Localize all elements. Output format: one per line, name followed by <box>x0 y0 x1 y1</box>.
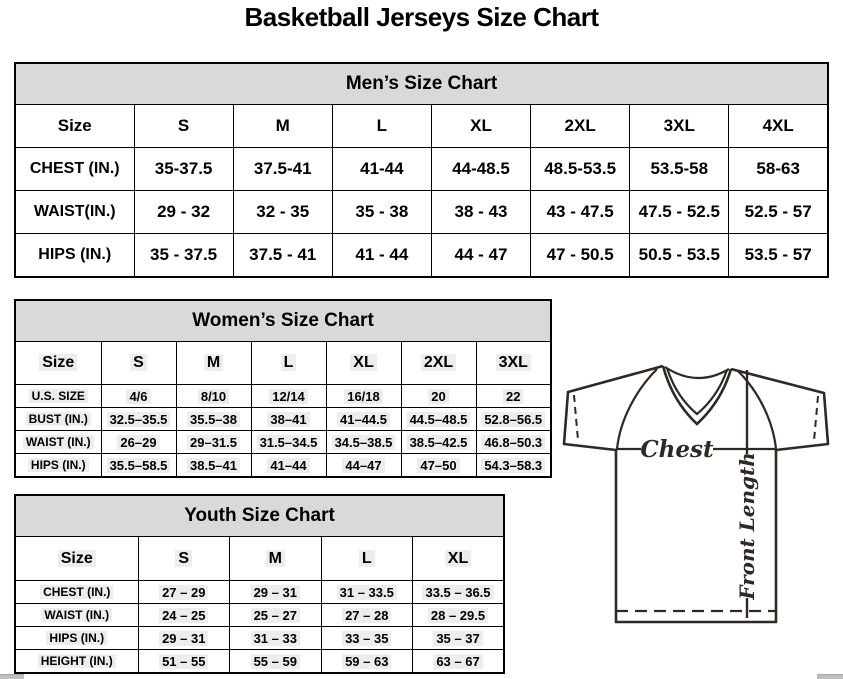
sleeve-stitch-left-icon <box>574 395 578 440</box>
table-cell: 35 – 37 <box>413 627 505 650</box>
size-column-header: L <box>251 342 326 385</box>
front-length-label: Front Length <box>735 452 759 600</box>
table-cell: 29 – 31 <box>138 627 230 650</box>
collar-back-arc-icon <box>665 367 729 378</box>
table-cell: 20 <box>401 385 476 408</box>
chest-label: Chest <box>640 436 714 463</box>
size-column-header: 2XL <box>401 342 476 385</box>
table-cell: 16/18 <box>326 385 401 408</box>
size-column-header: 2XL <box>531 105 630 148</box>
row-label-cell: HIPS (IN.) <box>15 234 134 278</box>
table-title-row <box>15 63 828 105</box>
table-row <box>15 454 551 478</box>
table-cell: 22 <box>476 385 551 408</box>
table-cell: 46.8–50.3 <box>476 431 551 454</box>
table-title-row <box>15 300 551 342</box>
row-label-cell: CHEST (IN.) <box>15 581 138 604</box>
table-cell: 32.5–35.5 <box>101 408 176 431</box>
size-header-row <box>15 342 551 385</box>
table-cell: 63 – 67 <box>413 650 505 674</box>
table-row <box>15 431 551 454</box>
jersey-measurement-diagram <box>556 358 840 630</box>
table-cell: 25 – 27 <box>230 604 322 627</box>
armhole-seam-right-icon <box>738 371 776 449</box>
table-cell: 35.5–38 <box>176 408 251 431</box>
table-cell: 35 - 38 <box>332 191 431 234</box>
table-cell: 55 – 59 <box>230 650 322 674</box>
table-title: Men’s Size Chart <box>15 63 828 105</box>
table-cell: 54.3–58.3 <box>476 454 551 478</box>
table-cell: 37.5 - 41 <box>233 234 332 278</box>
table-cell: 41-44 <box>332 148 431 191</box>
table-cell: 52.8–56.5 <box>476 408 551 431</box>
size-column-header: L <box>321 537 413 581</box>
table-cell: 44–47 <box>326 454 401 478</box>
table-cell: 26–29 <box>101 431 176 454</box>
table-cell: 38–41 <box>251 408 326 431</box>
size-column-header: 4XL <box>729 105 828 148</box>
size-column-header: M <box>233 105 332 148</box>
table-title: Youth Size Chart <box>15 495 504 537</box>
size-column-header: S <box>101 342 176 385</box>
table-cell: 27 – 28 <box>321 604 413 627</box>
size-column-header: L <box>332 105 431 148</box>
table-cell: 31 – 33 <box>230 627 322 650</box>
table-cell: 59 – 63 <box>321 650 413 674</box>
scrollbar-fragment-left[interactable] <box>0 674 24 679</box>
table-cell: 35 - 37.5 <box>134 234 233 278</box>
table-title: Women’s Size Chart <box>15 300 551 342</box>
table-row <box>15 650 504 674</box>
table-cell: 37.5-41 <box>233 148 332 191</box>
table-cell: 47.5 - 52.5 <box>630 191 729 234</box>
table-cell: 29 - 32 <box>134 191 233 234</box>
table-cell: 58-63 <box>729 148 828 191</box>
size-column-header: XL <box>431 105 530 148</box>
size-header-cell: Size <box>15 537 138 581</box>
table-cell: 38 - 43 <box>431 191 530 234</box>
row-label-cell: U.S. SIZE <box>15 385 101 408</box>
mens-size-chart-table <box>14 62 829 278</box>
size-column-header: M <box>176 342 251 385</box>
table-row <box>15 581 504 604</box>
table-cell: 29–31.5 <box>176 431 251 454</box>
row-label-cell: HIPS (IN.) <box>15 627 138 650</box>
table-cell: 38.5–41 <box>176 454 251 478</box>
size-column-header: S <box>134 105 233 148</box>
table-cell: 43 - 47.5 <box>531 191 630 234</box>
jersey-outline-icon <box>564 366 828 622</box>
row-label-cell: WAIST (IN.) <box>15 431 101 454</box>
row-label-cell: WAIST (IN.) <box>15 604 138 627</box>
table-row <box>15 627 504 650</box>
table-cell: 41 - 44 <box>332 234 431 278</box>
table-cell: 53.5-58 <box>630 148 729 191</box>
size-column-header: S <box>138 537 230 581</box>
youth-size-chart-table <box>14 494 505 674</box>
table-row <box>15 385 551 408</box>
table-cell: 52.5 - 57 <box>729 191 828 234</box>
row-label-cell: HEIGHT (IN.) <box>15 650 138 674</box>
size-header-cell: Size <box>15 105 134 148</box>
table-cell: 50.5 - 53.5 <box>630 234 729 278</box>
table-cell: 4/6 <box>101 385 176 408</box>
table-cell: 41–44.5 <box>326 408 401 431</box>
size-header-row <box>15 537 504 581</box>
table-row <box>15 604 504 627</box>
size-column-header: 3XL <box>630 105 729 148</box>
table-cell: 51 – 55 <box>138 650 230 674</box>
table-cell: 47–50 <box>401 454 476 478</box>
table-cell: 32 - 35 <box>233 191 332 234</box>
size-header-row <box>15 105 828 148</box>
table-cell: 12/14 <box>251 385 326 408</box>
row-label-cell: BUST (IN.) <box>15 408 101 431</box>
table-row <box>15 234 828 278</box>
table-cell: 8/10 <box>176 385 251 408</box>
row-label-cell: WAIST(IN.) <box>15 191 134 234</box>
table-cell: 41–44 <box>251 454 326 478</box>
table-cell: 29 – 31 <box>230 581 322 604</box>
table-cell: 35-37.5 <box>134 148 233 191</box>
size-column-header: XL <box>326 342 401 385</box>
size-column-header: M <box>230 537 322 581</box>
table-cell: 31.5–34.5 <box>251 431 326 454</box>
table-cell: 35.5–58.5 <box>101 454 176 478</box>
table-cell: 38.5–42.5 <box>401 431 476 454</box>
size-header-cell: Size <box>15 342 101 385</box>
table-cell: 47 - 50.5 <box>531 234 630 278</box>
table-cell: 31 – 33.5 <box>321 581 413 604</box>
table-cell: 44.5–48.5 <box>401 408 476 431</box>
table-cell: 27 – 29 <box>138 581 230 604</box>
table-row <box>15 408 551 431</box>
table-cell: 48.5-53.5 <box>531 148 630 191</box>
table-title-row <box>15 495 504 537</box>
table-cell: 44 - 47 <box>431 234 530 278</box>
table-cell: 34.5–38.5 <box>326 431 401 454</box>
womens-size-chart-table <box>14 299 552 478</box>
row-label-cell: HIPS (IN.) <box>15 454 101 478</box>
table-cell: 53.5 - 57 <box>729 234 828 278</box>
table-cell: 24 – 25 <box>138 604 230 627</box>
table-row <box>15 191 828 234</box>
page-title: Basketball Jerseys Size Chart <box>244 2 599 32</box>
sleeve-stitch-right-icon <box>814 396 818 441</box>
size-column-header: XL <box>413 537 505 581</box>
table-cell: 33.5 – 36.5 <box>413 581 505 604</box>
table-cell: 28 – 29.5 <box>413 604 505 627</box>
table-cell: 33 – 35 <box>321 627 413 650</box>
table-row <box>15 148 828 191</box>
scrollbar-fragment-right[interactable] <box>817 674 843 679</box>
row-label-cell: CHEST (IN.) <box>15 148 134 191</box>
size-column-header: 3XL <box>476 342 551 385</box>
table-cell: 44-48.5 <box>431 148 530 191</box>
